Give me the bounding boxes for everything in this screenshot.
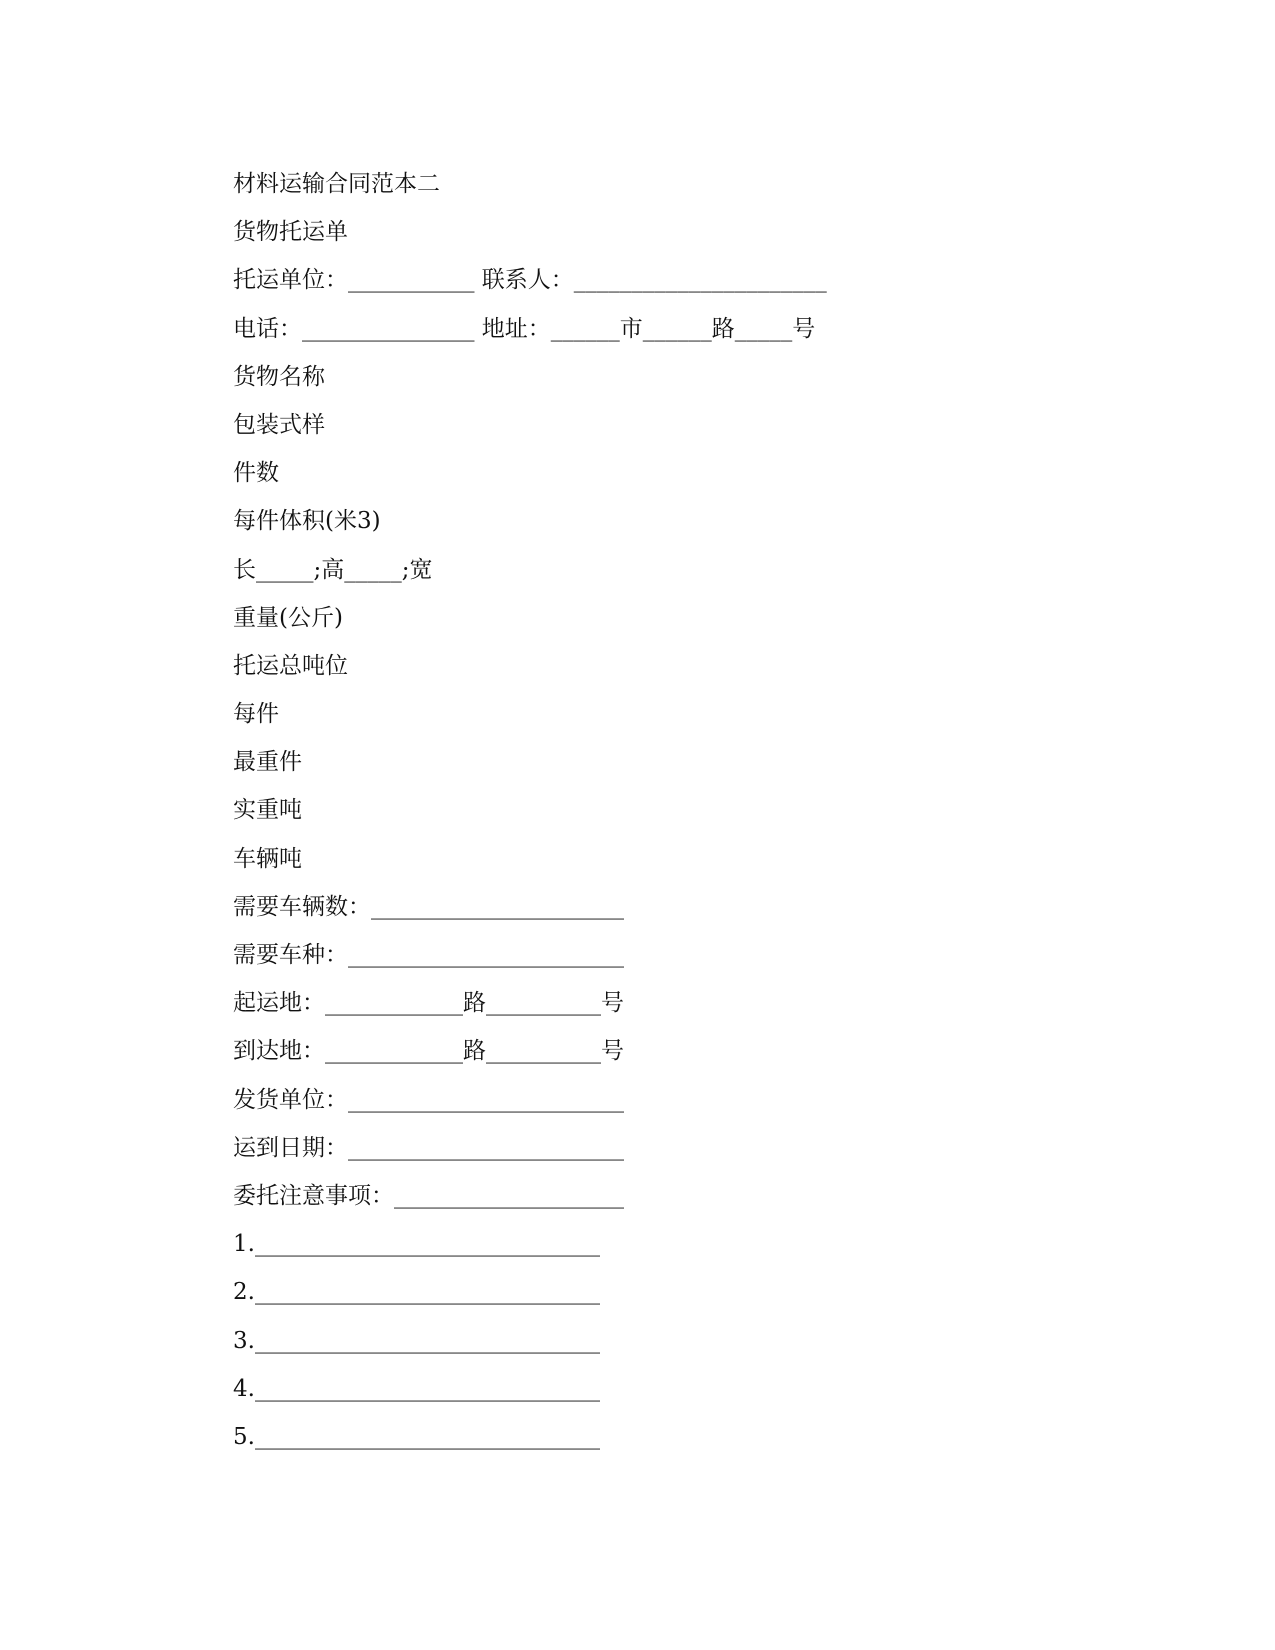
note-item-3: 3.______________________________ (233, 1327, 600, 1354)
notes-line: 委托注意事项：____________________ (233, 1182, 624, 1209)
origin-line: 起运地：____________路__________号 (233, 990, 624, 1017)
phone-address-line: 电话：_______________ 地址：______市______路_____号 (233, 315, 816, 342)
note-item-5: 5.______________________________ (233, 1423, 600, 1450)
vehicle-count-line: 需要车辆数：______________________ (233, 893, 624, 920)
piece-volume-label: 每件体积(米3) (233, 508, 381, 535)
vehicle-type-line: 需要车种：________________________ (233, 942, 624, 968)
sender-unit-line: 发货单位：________________________ (233, 1086, 624, 1113)
arrival-date-line: 运到日期：________________________ (233, 1134, 624, 1161)
dimensions-line: 长_____;高_____;宽 (233, 556, 433, 583)
note-item-1: 1.______________________________ (233, 1231, 600, 1258)
heaviest-piece-label: 最重件 (233, 749, 302, 776)
note-item-2: 2.______________________________ (233, 1279, 600, 1306)
form-heading: 货物托运单 (233, 219, 348, 246)
note-item-4: 4.______________________________ (233, 1375, 600, 1402)
vehicle-tonnage-label: 车辆吨 (233, 845, 302, 872)
packaging-label: 包装式样 (233, 411, 325, 438)
actual-tonnage-label: 实重吨 (233, 797, 302, 824)
goods-name-label: 货物名称 (233, 363, 325, 390)
document-title: 材料运输合同范本二 (233, 171, 440, 197)
piece-count-label: 件数 (233, 460, 279, 487)
total-tonnage-label: 托运总吨位 (233, 652, 348, 679)
weight-label: 重量(公斤) (233, 604, 343, 631)
destination-line: 到达地：____________路__________号 (233, 1038, 624, 1065)
shipper-contact-line: 托运单位：___________ 联系人：______________________ (233, 267, 827, 294)
document-body (233, 160, 1053, 1461)
per-piece-label: 每件 (233, 701, 279, 728)
